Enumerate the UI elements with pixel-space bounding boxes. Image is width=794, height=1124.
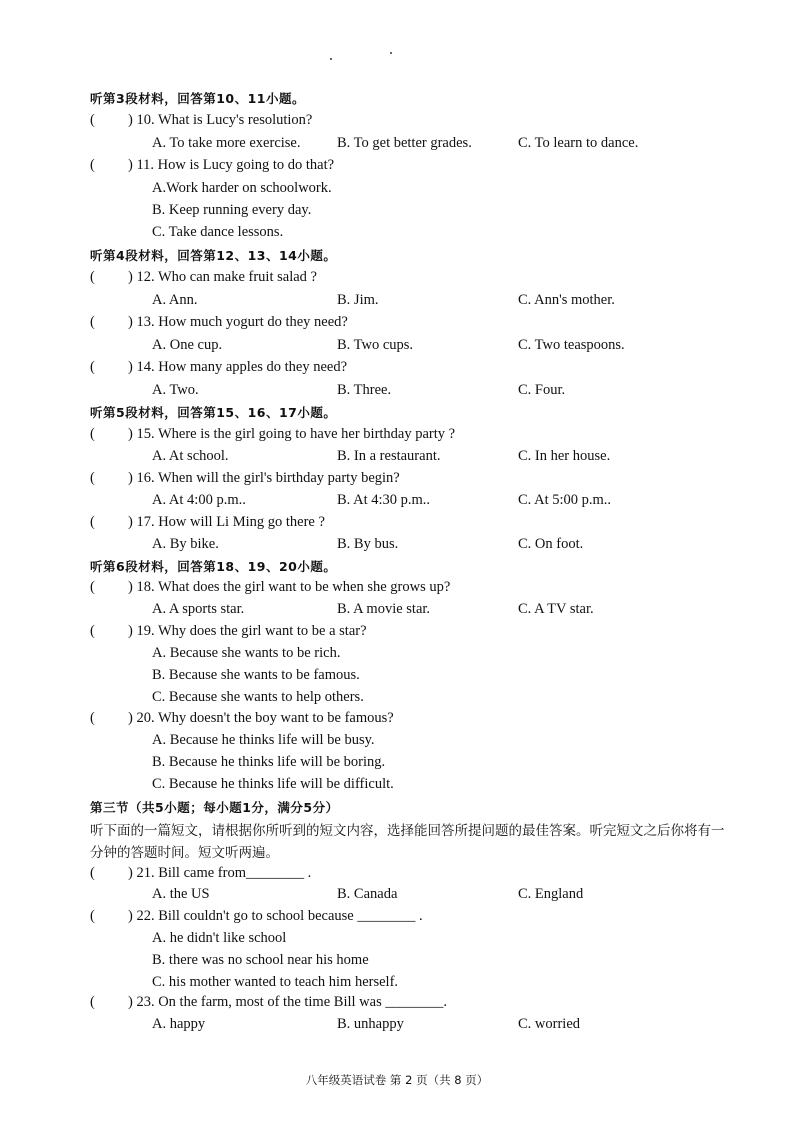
- question-21: [90, 865, 311, 882]
- option-21-c: C. England: [518, 886, 584, 902]
- option-20-c: C. Because he thinks life will be difficult.: [152, 776, 394, 792]
- part3-instruction: 听下面的一篇短文，请根据你所听到的短文内容，选择能回答所提问题的最佳答案。听完短文之后你将有一分钟的答题时间。短文听两遍。: [90, 823, 725, 861]
- answer-blank-19[interactable]: (: [90, 623, 95, 639]
- option-13-b: B. Two cups.: [337, 337, 414, 353]
- option-16-b: B. At 4:30 p.m..: [337, 492, 431, 508]
- question-23: [90, 994, 447, 1011]
- option-22-c: C. his mother wanted to teach him herself.: [152, 974, 399, 990]
- option-13-c: C. Two teaspoons.: [518, 337, 625, 353]
- answer-blank-21[interactable]: (: [90, 865, 95, 881]
- answer-blank-12[interactable]: (: [90, 269, 95, 285]
- question-text: ) 23. On the farm, most of the time Bill was ________.: [128, 994, 447, 1010]
- question-20: [90, 710, 394, 727]
- option-14-b: B. Three.: [337, 382, 392, 398]
- option-10-c: C. To learn to dance.: [518, 135, 639, 151]
- option-18-c: C. A TV star.: [518, 601, 594, 617]
- question-11: [90, 157, 334, 174]
- answer-blank-16[interactable]: (: [90, 470, 95, 486]
- answer-blank-20[interactable]: (: [90, 710, 95, 726]
- option-20-a: A. Because he thinks life will be busy.: [152, 732, 375, 748]
- answer-blank-17[interactable]: (: [90, 514, 95, 530]
- option-18-b: B. A movie star.: [337, 601, 431, 617]
- question-17: [90, 514, 325, 531]
- question-text: ) 13. How much yogurt do they need?: [128, 314, 348, 330]
- option-13-a: A. One cup.: [152, 337, 223, 353]
- section-header: 听第5段材料，回答第15、16、17小题。: [90, 405, 337, 420]
- option-22-b: B. there was no school near his home: [152, 952, 369, 968]
- option-15-a: A. At school.: [152, 448, 229, 464]
- answer-blank-13[interactable]: (: [90, 314, 95, 330]
- option-21-b: B. Canada: [337, 886, 398, 902]
- option-14-c: C. Four.: [518, 382, 566, 398]
- option-14-a: A. Two.: [152, 382, 199, 398]
- answer-blank-14[interactable]: (: [90, 359, 95, 375]
- answer-blank-23[interactable]: (: [90, 994, 95, 1010]
- question-text: ) 17. How will Li Ming go there ?: [128, 514, 325, 530]
- question-16: [90, 470, 400, 487]
- question-19: [90, 623, 367, 640]
- option-21-a: A. the US: [152, 886, 210, 902]
- option-12-a: A. Ann.: [152, 292, 198, 308]
- question-text: ) 16. When will the girl's birthday party begin?: [128, 470, 400, 486]
- question-14: [90, 359, 347, 376]
- option-16-c: C. At 5:00 p.m..: [518, 492, 612, 508]
- question-18: [90, 579, 450, 596]
- option-12-c: C. Ann's mother.: [518, 292, 615, 308]
- option-17-a: A. By bike.: [152, 536, 219, 552]
- option-15-c: C. In her house.: [518, 448, 611, 464]
- answer-blank-10[interactable]: (: [90, 112, 95, 128]
- option-17-c: C. On foot.: [518, 536, 584, 552]
- question-13: [90, 314, 348, 331]
- part3-header: 第三节（共5小题；每小题1分，满分5分）: [90, 800, 339, 815]
- option-23-b: B. unhappy: [337, 1016, 404, 1032]
- option-15-b: B. In a restaurant.: [337, 448, 441, 464]
- option-12-b: B. Jim.: [337, 292, 379, 308]
- scan-speck: [330, 58, 332, 60]
- question-text: ) 19. Why does the girl want to be a star?: [128, 623, 367, 639]
- option-19-b: B. Because she wants to be famous.: [152, 667, 360, 683]
- question-text: ) 18. What does the girl want to be when she grows up?: [128, 579, 451, 595]
- option-19-a: A. Because she wants to be rich.: [152, 645, 341, 661]
- option-16-a: A. At 4:00 p.m..: [152, 492, 246, 508]
- answer-blank-18[interactable]: (: [90, 579, 95, 595]
- option-17-b: B. By bus.: [337, 536, 399, 552]
- option-10-b: B. To get better grades.: [337, 135, 472, 151]
- section-header: 听第4段材料，回答第12、13、14小题。: [90, 248, 337, 263]
- option-11-c: C. Take dance lessons.: [152, 224, 284, 240]
- question-text: ) 20. Why doesn't the boy want to be famous?: [128, 710, 394, 726]
- question-10: [90, 112, 312, 129]
- option-23-a: A. happy: [152, 1016, 206, 1032]
- option-10-a: A. To take more exercise.: [152, 135, 301, 151]
- question-text: ) 11. How is Lucy going to do that?: [128, 157, 335, 173]
- option-22-a: A. he didn't like school: [152, 930, 287, 946]
- question-text: ) 12. Who can make fruit salad ?: [128, 269, 317, 285]
- option-11-a: A.Work harder on schoolwork.: [152, 180, 332, 196]
- question-22: [90, 908, 423, 925]
- question-text: ) 14. How many apples do they need?: [128, 359, 348, 375]
- option-18-a: A. A sports star.: [152, 601, 245, 617]
- question-12: [90, 269, 317, 286]
- question-text: ) 10. What is Lucy's resolution?: [128, 112, 313, 128]
- answer-blank-11[interactable]: (: [90, 157, 95, 173]
- option-19-c: C. Because she wants to help others.: [152, 689, 364, 705]
- question-15: [90, 426, 455, 443]
- scan-speck: [390, 52, 392, 54]
- section-header: 听第6段材料，回答第18、19、20小题。: [90, 559, 337, 574]
- answer-blank-22[interactable]: (: [90, 908, 95, 924]
- answer-blank-15[interactable]: (: [90, 426, 95, 442]
- page-footer: 八年级英语试卷 第 2 页（共 8 页）: [305, 1073, 489, 1087]
- question-text: ) 15. Where is the girl going to have her birthday party ?: [128, 426, 456, 442]
- option-23-c: C. worried: [518, 1016, 581, 1032]
- question-text: ) 22. Bill couldn't go to school because ________ .: [128, 908, 423, 924]
- option-11-b: B. Keep running every day.: [152, 202, 312, 218]
- question-text: ) 21. Bill came from________ .: [128, 865, 312, 881]
- option-20-b: B. Because he thinks life will be boring.: [152, 754, 386, 770]
- section-header: 听第3段材料，回答第10、11小题。: [90, 91, 305, 106]
